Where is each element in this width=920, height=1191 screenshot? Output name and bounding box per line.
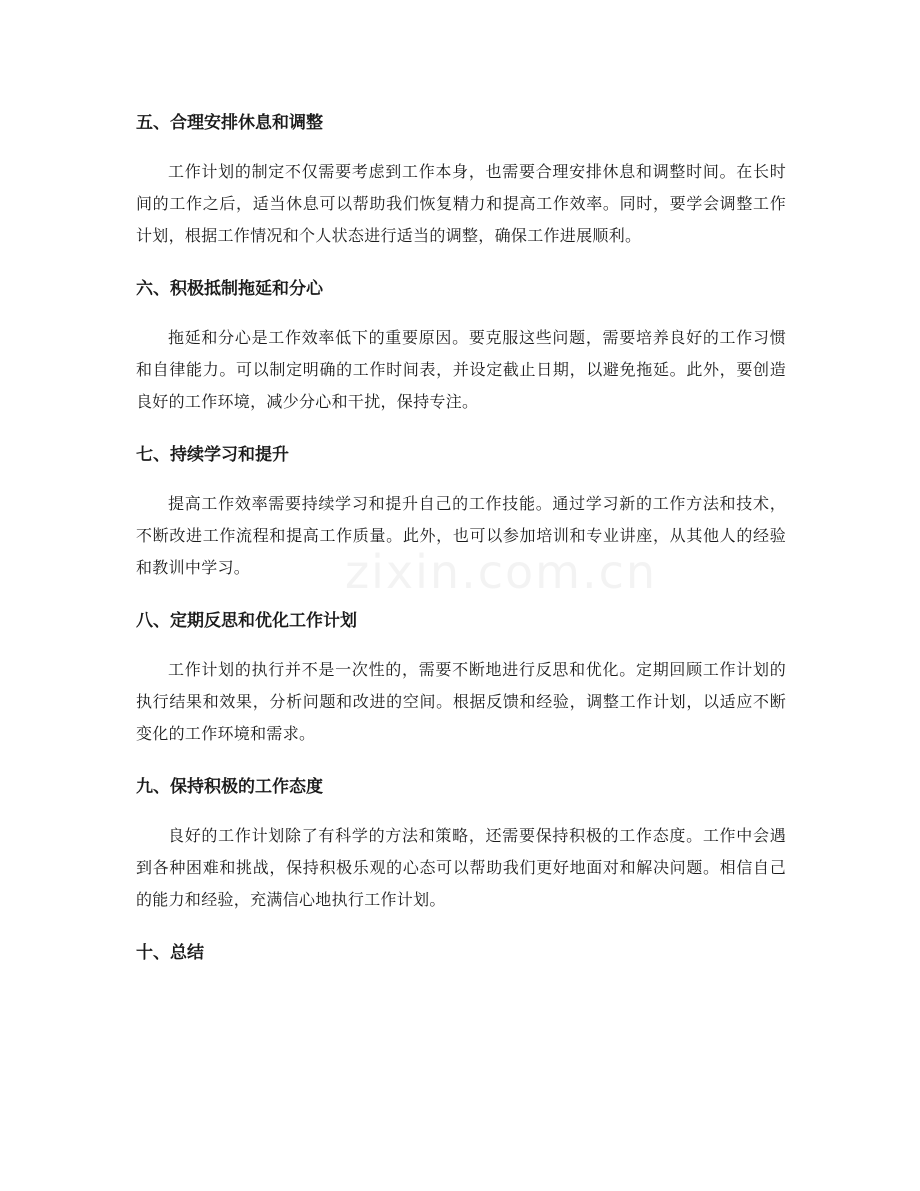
section-8	[136, 602, 786, 750]
section-paragraph: 工作计划的制定不仅需要考虑到工作本身，也需要合理安排休息和调整时间。在长时间的工作之后，适当休息可以帮助我们恢复精力和提高工作效率。同时，要学会调整工作计划，根据工作情况和个人状态进行适当的调整，确保工作进展顺利。	[136, 162, 786, 245]
section-7	[136, 436, 786, 584]
document-content	[136, 104, 786, 986]
watermark: zixin.com.cn	[345, 545, 658, 599]
section-9	[136, 768, 786, 916]
section-heading: 六、积极抵制拖延和分心	[136, 279, 323, 299]
section-heading: 九、保持积极的工作态度	[136, 777, 323, 797]
section-paragraph: 良好的工作计划除了有科学的方法和策略，还需要保持积极的工作态度。工作中会遇到各种困难和挑战，保持积极乐观的心态可以帮助我们更好地面对和解决问题。相信自己的能力和经验，充满信心地执行工作计划。	[136, 826, 786, 909]
section-paragraph: 提高工作效率需要持续学习和提升自己的工作技能。通过学习新的工作方法和技术，不断改进工作流程和提高工作质量。此外，也可以参加培训和专业讲座，从其他人的经验和教训中学习。	[136, 494, 786, 577]
section-5	[136, 104, 786, 252]
section-paragraph: 拖延和分心是工作效率低下的重要原因。要克服这些问题，需要培养良好的工作习惯和自律能力。可以制定明确的工作时间表，并设定截止日期，以避免拖延。此外，要创造良好的工作环境，减少分心和干扰，保持专注。	[136, 328, 786, 411]
section-heading: 十、总结	[136, 943, 204, 963]
section-6	[136, 270, 786, 418]
section-heading: 八、定期反思和优化工作计划	[136, 611, 357, 631]
section-heading: 五、合理安排休息和调整	[136, 113, 323, 133]
section-paragraph: 工作计划的执行并不是一次性的，需要不断地进行反思和优化。定期回顾工作计划的执行结果和效果，分析问题和改进的空间。根据反馈和经验，调整工作计划，以适应不断变化的工作环境和需求。	[136, 660, 786, 743]
section-10	[136, 934, 786, 972]
section-heading: 七、持续学习和提升	[136, 445, 289, 465]
